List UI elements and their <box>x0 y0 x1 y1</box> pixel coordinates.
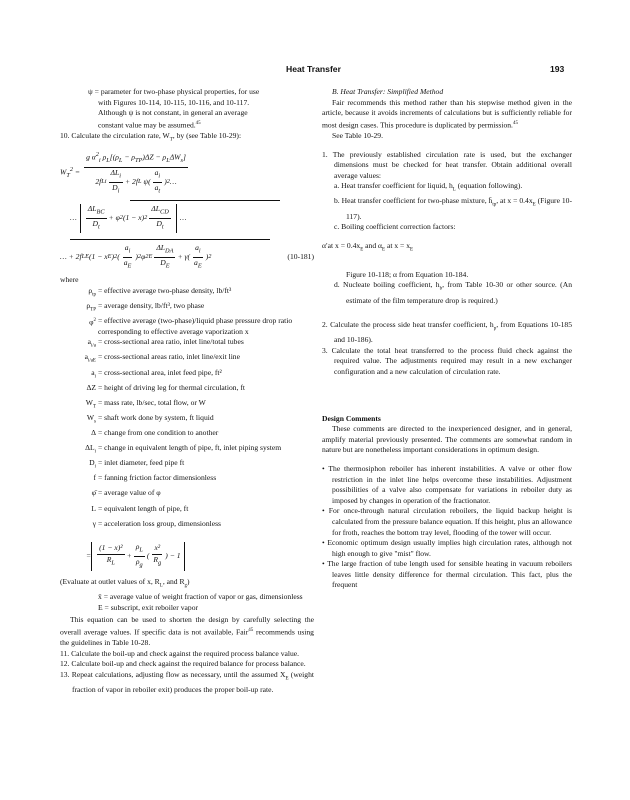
definition-item: $a_{i/aE}=$ cross-sectional areas ratio, inlet line/exit line <box>84 352 240 364</box>
psi-definition: ψ = parameter for two-phase physical properties, for use with Figures 10-114, 10-115, 10-116, and 10-117. Although ψ is not constant, in general an average constant value may be assumed.$^{45}$ <box>88 87 260 130</box>
where-label: where <box>60 275 79 285</box>
definition-item: $a_{i/a}=$ cross-sectional area ratio, inlet line/total tubes <box>87 337 244 349</box>
step-11: 11. Calculate the boil-up and check against the required process balance value. <box>60 648 300 658</box>
item-2: 2. Calculate the process side heat transfer coefficient, $h_p$, from Equations 10-185 and 10-186). <box>322 320 572 345</box>
step-12: 12. Calculate boil-up and check against the required balance for process balance. <box>60 659 306 669</box>
section-b-heading: B. Heat Transfer: Simplified Method <box>332 87 444 96</box>
definition-item: $W_T=$ mass rate, lb/sec, total flow, or W <box>85 397 206 410</box>
left-column <box>60 87 314 695</box>
design-paragraph: These comments are directed to the inexperienced designer, and in general, amplify material previously presented. The comments are somewhat random in nature but are nonetheless important considerations in optimum design. <box>322 424 572 455</box>
definition-item: $\rho_{tp}=$ effective average two-phase density, lb/ft³ <box>88 285 232 298</box>
evaluate-note: (Evaluate at outlet values of x, $R_L$, and $R_g$) <box>60 576 190 589</box>
bullet-item: • For once-through natural circulation reboilers, the liquid backup height is calculated from the pressure balance equation. If this height, plus an allowance for froth, reaches the bottom tray level, flooding of the tower will occur. <box>322 506 572 537</box>
xbar-definition: x̄ = average value of weight fraction of vapor or gas, dimensionless <box>98 592 303 602</box>
step-10: 10. Calculate the circulation rate, $W_T$, by (see Table 10-29): <box>60 130 242 143</box>
eq-lhs: $W_T^2$ = <box>60 166 81 180</box>
item-1c: c. Boiling coefficient correction factors: <box>334 222 456 232</box>
definition-item: $W_s=$ shaft work done by system, ft liquid <box>86 412 214 425</box>
page-number: 193 <box>550 64 565 74</box>
body-paragraph: This equation can be used to shorten the design by carefully selecting the overall average values. If specific data is not available, Fair$^{45}$ recommends using the guidelines in Table 10-28. <box>60 615 314 647</box>
definition-item: $\Delta L_i=$ change in equivalent length of pipe, ft, inlet piping system <box>85 443 282 455</box>
bullet-item: • The thermosiphon reboiler has inherent instabilities. A valve or other flow restriction in the inlet line helps overcome these instabilities. Adjustment possibilities of a valve also compensate for variations in reboiler duty as imposed by changes in operation of the fractionator. <box>322 463 572 505</box>
intro-paragraph: Fair recommends this method rather than his stepwise method given in the article, because it avoids increments of calculations but is sufficiently reliable for most design cases. This procedure is duplicated by permission.$^{45}$ <box>322 97 572 130</box>
step-13: 13. Repeat calculations, adjusting flow as necessary, until the assumed $X_E$ (weight fraction of vapor in reboiler exit) produces the proper boil-up rate. <box>60 669 314 694</box>
bullet-item: • The large fraction of tube length used for sensible heating in vacuum reboilers leaves little density difference for thermal circulation. This fact, plus the frequent <box>322 559 572 590</box>
definition-item: ΔZ = height of driving leg for thermal circulation, ft <box>86 382 246 392</box>
definition-item: $D_i=$ inlet diameter, feed pipe ft <box>89 458 185 470</box>
equation-10-181: $W_T^2$ = g $\alpha^2_i$ $\rho_L[(\rho_L - \rho_{TP})\Delta Z - \rho_L\Delta W_s]$ 2f Li $\frac{\Delta L_i}{D_i}$ + 2f L ψ ( $\frac{a_i}{a_t}$ ) 2 … … $\frac{\Delta L_{BC}}{D_t}$ + φ 2 (1 − x) 2 $\frac{\Delta L_{CD}}{D_t}$ … … + 2f LE (1 − x E ) 2 ( $\frac{a_i}{a_E}$ ) 2 φ 2 E $\frac{\Delta L_{DA}}{D_E}$ + γ ( $\frac{a_i}{a_E}$ ) 2 (10-181) <box>60 151 314 270</box>
item-1a: a. Heat transfer coefficient for liquid, $h_L$ (equation following). <box>334 181 523 193</box>
definition-item: $a_i=$ cross-sectional area, inlet feed pipe, ft² <box>91 367 222 380</box>
definition-item: $\varphi^2$ = effective average (two-phase)/liquid phase pressure drop ratio corresponding to effective average vaporization x <box>89 316 293 336</box>
running-header-title: Heat Transfer <box>286 64 341 74</box>
definition-item: γ = acceleration loss group, dimensionless <box>92 518 222 528</box>
alpha-line: α′at $x = 0.4x_E$ and $\alpha_E$ at $x = x_E$ <box>322 240 414 253</box>
item-1d: d. Nucleate boiling coefficient, $h_b$, from Table 10-30 or other source. (An estimate of the film temperature drop is required.) <box>334 280 572 305</box>
item-3: 3. Calculate the total heat transferred to the process fluid check against the required value. The adjustments required may result in a new exchanger configuration and a new calculation of circulation rate. <box>322 345 572 376</box>
item-1: 1. The previously established circulation rate is used, but the exchanger dimensions must be checked for heat transfer. Obtain additional overall average values: <box>322 149 572 180</box>
item-1b: b. Heat transfer coefficient for two-phase mixture, $h̄_{tp}$, at $x = 0.4x_E$ (Figure 10-117). <box>334 196 572 221</box>
right-column <box>322 87 572 591</box>
design-comments-heading: Design Comments <box>322 413 381 423</box>
equation-number: (10-181) <box>287 252 314 262</box>
bullet-item: • Economic optimum design usually implies high circulation rates, although not high enough to give "mist" flow. <box>322 538 572 558</box>
definition-item: f = fanning friction factor dimensionless <box>93 473 217 483</box>
definition-item: Δ = change from one condition to another <box>91 427 219 437</box>
definition-item: φ̄ = average value of φ <box>91 488 161 498</box>
see-table: See Table 10-29. <box>332 130 383 140</box>
gamma-equation: = $\frac{\text{(1 − x)²}}{R_L}$ + $\frac{\rho_L}{\rho_g}$ ( $\frac{\text{x²}}{R_g}$ ) − 1 <box>86 542 314 571</box>
definition-item: $\rho_{TP}=$ average density, lb/ft³, two phase <box>86 301 205 313</box>
e-definition: E = subscript, exit reboiler vapor <box>98 602 199 612</box>
definitions-list <box>60 286 314 534</box>
figure-reference: Figure 10-118; α from Equation 10-184. <box>346 269 469 279</box>
definition-item: L = equivalent length of pipe, ft <box>91 503 189 513</box>
